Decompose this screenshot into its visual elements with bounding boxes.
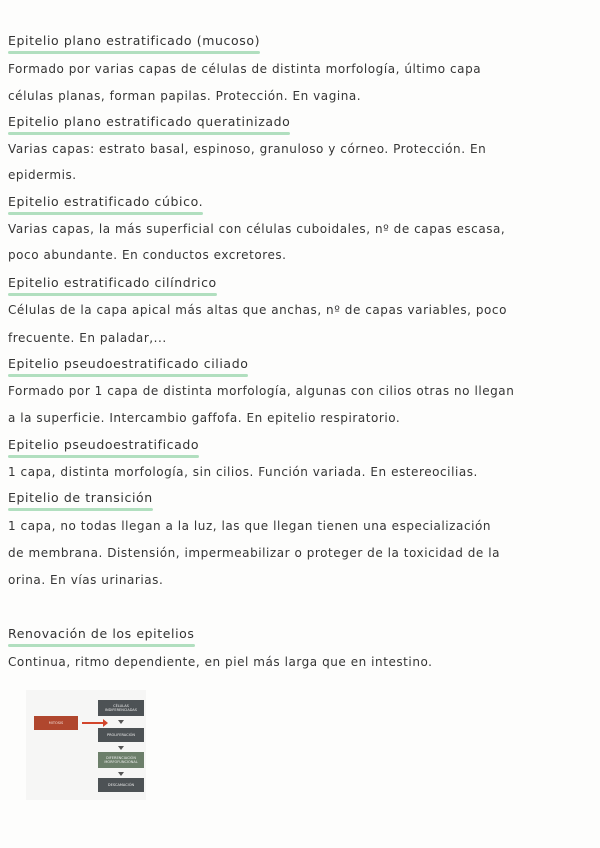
section-text-line: epidermis. <box>8 168 77 182</box>
section-text-line: poco abundante. En conductos excretores. <box>8 248 287 262</box>
section-text-line: Formado por varias capas de células de distinta morfología, último capa <box>8 62 482 76</box>
section-text-line: Continua, ritmo dependiente, en piel más larga que en intestino. <box>8 655 433 669</box>
section-text-line: frecuente. En paladar,... <box>8 331 167 345</box>
section-text-line: 1 capa, distinta morfología, sin cilios. Función variada. En estereocilias. <box>8 465 478 479</box>
down-arrow-icon <box>118 746 124 750</box>
diagram-step-box: DIFERENCIACIÓN MORFOFUNCIONAL <box>98 752 144 768</box>
section-heading: Epitelio plano estratificado (mucoso) <box>8 33 260 49</box>
section-text-line: 1 capa, no todas llegan a la luz, las que llegan tienen una especialización <box>8 519 492 533</box>
section-text-line: a la superficie. Intercambio gaffofa. En epitelio respiratorio. <box>8 411 401 425</box>
right-arrow-icon <box>82 722 104 724</box>
section-heading: Epitelio estratificado cilíndrico <box>8 275 217 291</box>
section-heading: Epitelio estratificado cúbico. <box>8 194 203 210</box>
epithelium-renewal-diagram <box>26 690 146 800</box>
section-text-line: orina. En vías urinarias. <box>8 573 164 587</box>
section-heading: Renovación de los epitelios <box>8 626 195 642</box>
down-arrow-icon <box>118 720 124 724</box>
section-text-line: Varias capas: estrato basal, espinoso, granuloso y córneo. Protección. En <box>8 142 487 156</box>
section-heading: Epitelio plano estratificado queratinizado <box>8 114 290 130</box>
section-text-line: Varias capas, la más superficial con células cuboidales, nº de capas escasa, <box>8 222 506 236</box>
down-arrow-icon <box>118 772 124 776</box>
section-heading: Epitelio de transición <box>8 490 153 506</box>
section-text-line: Formado por 1 capa de distinta morfología, algunas con cilios otras no llegan <box>8 384 515 398</box>
section-heading: Epitelio pseudoestratificado ciliado <box>8 356 248 372</box>
diagram-step-box: CÉLULAS INDIFERENCIADAS <box>98 700 144 716</box>
section-text-line: de membrana. Distensión, impermeabilizar o proteger de la toxicidad de la <box>8 546 500 560</box>
section-heading: Epitelio pseudoestratificado <box>8 437 199 453</box>
mitosis-box: MITOSIS <box>34 716 78 730</box>
diagram-step-box: PROLIFERACIÓN <box>98 728 144 742</box>
section-text-line: células planas, forman papilas. Protección. En vagina. <box>8 89 362 103</box>
diagram-step-box: DESCAMACIÓN <box>98 778 144 792</box>
section-text-line: Células de la capa apical más altas que anchas, nº de capas variables, poco <box>8 303 507 317</box>
